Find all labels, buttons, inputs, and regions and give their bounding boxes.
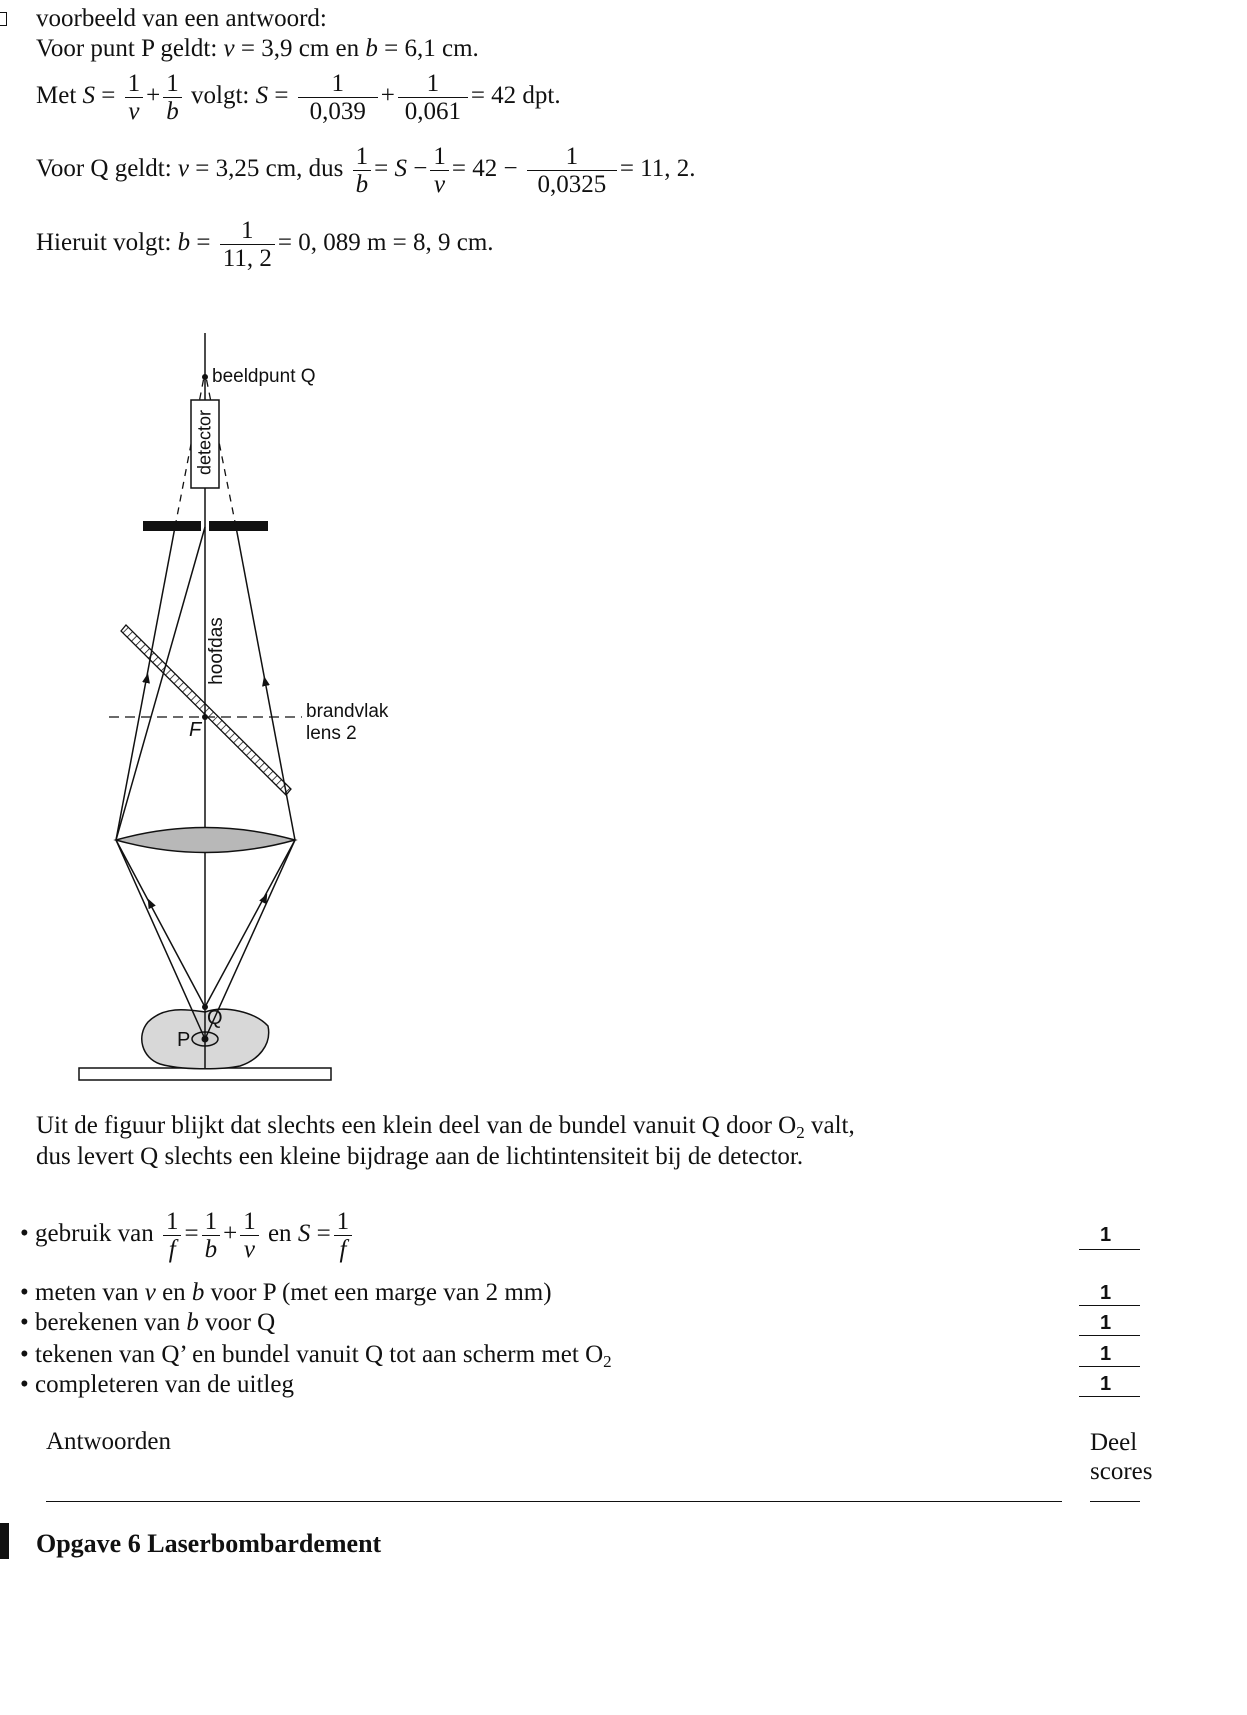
score-rule-2 [1079, 1335, 1140, 1336]
section-marker [0, 1523, 9, 1559]
label-beeldpunt: beeldpunt Q [212, 366, 316, 387]
lens-2 [116, 828, 295, 853]
label-brandvlak: brandvlak [306, 701, 389, 722]
label-detector: detector [194, 409, 215, 476]
answer-line-2: Met S = $\frac{1}{v}$ + $\frac{1}{b}$ volgt: S = $\frac{1}{0,039}$ + $\frac{1}{0,061}$ = 42 dpt. [36, 70, 561, 125]
criterion-4: • completeren van de uitleg [20, 1371, 294, 1398]
answer-heading: voorbeeld van een antwoord: [36, 5, 327, 32]
label-F: F [189, 719, 202, 741]
next-heading: Opgave 6 Laserbombardement [36, 1529, 382, 1558]
antwoorden-label: Antwoorden [46, 1428, 171, 1455]
label-hoofdas: hoofdas [206, 617, 227, 685]
screen-left [143, 521, 201, 531]
base-plate [79, 1068, 331, 1080]
score-3: 1 [1100, 1343, 1112, 1365]
score-0: 1 [1100, 1224, 1112, 1246]
score-4: 1 [1100, 1373, 1112, 1395]
score-rule-3 [1079, 1366, 1140, 1367]
footer-rule-right [1090, 1501, 1140, 1502]
score-2: 1 [1100, 1312, 1112, 1334]
criterion-3: • tekenen van Q’ en bundel vanuit Q tot aan scherm met $O_2$ [20, 1341, 612, 1371]
answer-line-3: Voor Q geldt: v = 3,25 cm, dus $\frac{1}{b}$ = S − $\frac{1}{v}$ = 42 − $\frac{1}{0,0325}$ = 11, 2. [36, 143, 696, 198]
footer-rule-left [46, 1501, 1062, 1502]
score-rule-0 [1079, 1249, 1140, 1250]
score-1: 1 [1100, 1282, 1112, 1304]
screen-right [209, 521, 268, 531]
label-P: P [177, 1029, 191, 1051]
answer-line-1: Voor punt P geldt: v = 3,9 cm en b = 6,1 cm. [36, 35, 479, 62]
criterion-1: • meten van v en b voor P (met een marge van 2 mm) [20, 1279, 552, 1306]
answer-line-4: Hieruit volgt: b = $\frac{1}{11, 2}$ = 0, 089 m = 8, 9 cm. [36, 217, 494, 272]
criterion-2: • berekenen van b voor Q [20, 1309, 276, 1336]
label-lens: lens 2 [306, 723, 357, 744]
beeldpunt-dot [202, 374, 208, 380]
label-Q: Q [207, 1007, 223, 1029]
score-rule-4 [1079, 1396, 1140, 1397]
explanation-line-2: dus levert Q slechts een kleine bijdrage aan de lichtintensiteit bij de detector. [36, 1143, 804, 1170]
score-rule-1 [1079, 1305, 1140, 1306]
deel-label: Deel [1090, 1429, 1138, 1456]
scores-label: scores [1090, 1458, 1153, 1485]
criterion-0: • gebruik van $\frac{1}{f}$ = $\frac{1}{b}$ + $\frac{1}{v}$ en S = $\frac{1}{f}$ [20, 1208, 355, 1263]
explanation-line-1: Uit de figuur blijkt dat slechts een klein deel van de bundel vanuit Q door $O_2$ valt, [36, 1112, 855, 1142]
